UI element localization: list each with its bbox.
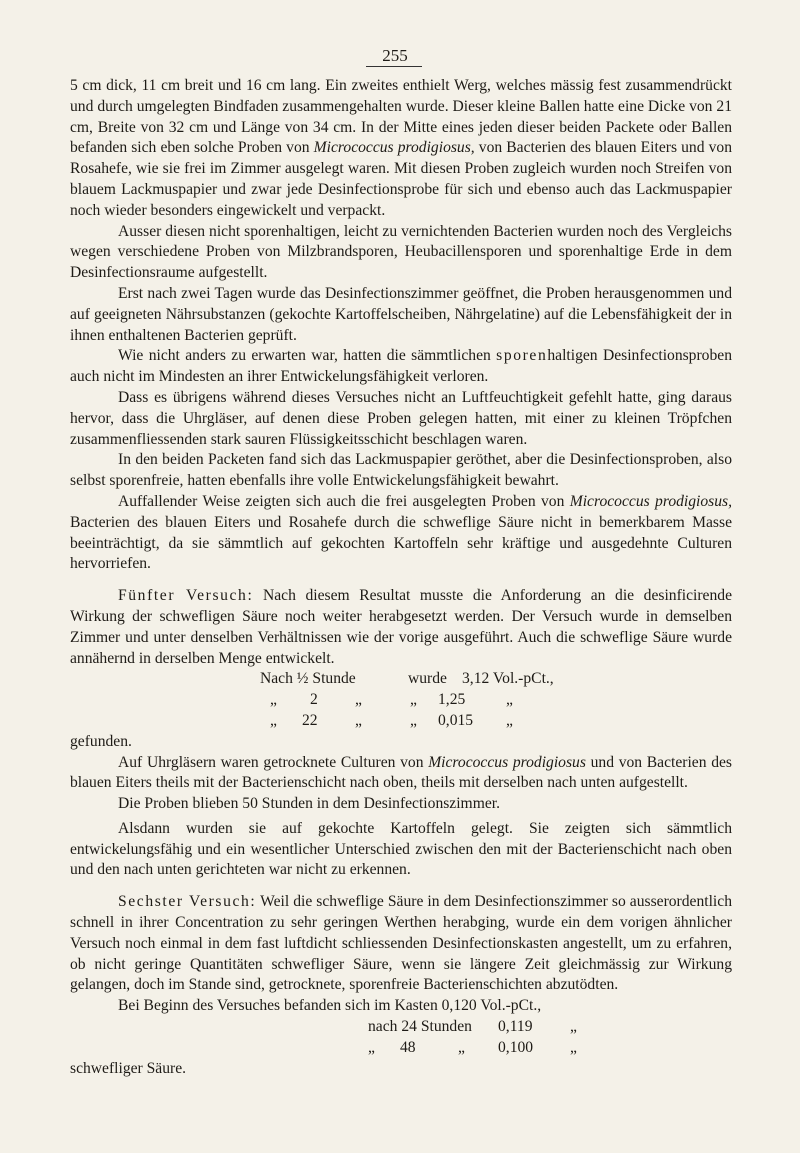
p9-text-b: und von Bacterien des blauen Eiters theils mit der Bacterienschicht nach oben, theils mit derselben nach unten aufgestellt. — [70, 753, 732, 792]
t2-cell: „ — [570, 1038, 577, 1056]
t1-cell: Nach ½ Stunde — [260, 670, 356, 688]
paragraph-9 — [70, 753, 732, 795]
t1-cell: „ — [355, 711, 362, 729]
t2-cell: „ — [570, 1018, 577, 1036]
p1-text: 5 cm dick, 11 cm breit und 16 cm lang. Ein zweites enthielt Werg, welches mässig fest zusammendrückt und durch umgelegten Bindfaden zusammengehalten wurde. Dieser kleine Ballen hatte eine Dicke von 21 cm, Breite von 32 cm und Länge von 34 cm. In der Mitte eines jeden dieser beiden Packete oder Ballen befanden sich eben solche Proben von — [70, 77, 732, 157]
p4-text: Wie nicht anders zu erwarten war, hatten die sämmtlichen — [118, 347, 497, 365]
t2-cell: 0,119 — [498, 1018, 533, 1036]
p1-text-b: von Bacterien des blauen Eiters und von Rosahefe, wie sie frei im Zimmer ausgelegt waren. Mit diesen Proben zugleich wurden noch Streifen von blauem Lackmuspapier und zwar jede Desinfectionsprobe für sich und ebenso auch das Lackmuspapier noch wieder besonders eingewickelt und verpackt. — [70, 139, 732, 219]
table2-row — [70, 996, 732, 1017]
t1-cell: 3,12 Vol.-pCt., — [462, 670, 554, 688]
paragraph-2: Ausser diesen nicht sporenhaltigen, leicht zu vernichtenden Bacterien wurden noch des Vergleichs wegen verschiedene Proben von Milzbrandsporen, Heubacillensporen und sporenhaltige Erde in dem Desinfectionsraume aufgestellt. — [70, 222, 732, 282]
paragraph-5: Dass es übrigens während dieses Versuches nicht an Luftfeuchtigkeit gefehlt hatte, ging daraus hervor, dass die Uhrgläser, auf denen diese Proben gelegen hatten, mit einer zu kleinen Tröpfchen zusammenfliessenden stark sauren Flüssigkeitsschicht beschlagen waren. — [70, 388, 732, 448]
tail-line: schwefliger Säure. — [70, 1059, 187, 1077]
paragraph-8 — [70, 586, 732, 669]
p9-italic: Micrococcus prodigiosus — [428, 753, 586, 771]
section-gap — [70, 575, 732, 586]
p4-text-b: haltigen Desinfectionsproben auch nicht im Mindesten an ihrer Entwickelungsfähigkeit verloren. — [70, 347, 732, 386]
t2-cell: „ — [458, 1038, 465, 1056]
t1-cell: „ — [355, 691, 362, 709]
t1-cell: „ — [506, 711, 513, 729]
table1-row — [70, 690, 732, 711]
section-heading-5: Fünfter Versuch: — [118, 587, 254, 605]
t2-cell: nach 24 Stunden — [368, 1018, 472, 1036]
paragraph-4 — [70, 346, 732, 388]
table2-row — [70, 1038, 732, 1059]
gefunden-line: gefunden. — [70, 732, 132, 750]
p8-text: Nach diesem Resultat musste die Anforderung an die desinficirende Wirkung der schwefligen Säure noch weiter herabgesetzt werden. Der Versuch wurde in demselben Zimmer und unter denselben Verhältnissen wie der vorige ausgeführt. Auch die schweflige Säure wurde annähernd in derselben Menge entwickelt. — [70, 587, 732, 667]
measurement-table-1 — [70, 669, 732, 731]
table1-row — [70, 669, 732, 690]
section-gap — [70, 881, 732, 892]
t1-cell: 1,25 — [438, 691, 466, 709]
t1-cell: „ — [410, 711, 417, 729]
body-text — [70, 76, 732, 1079]
t1-cell: wurde — [408, 670, 447, 688]
paragraph-6: In den beiden Packeten fand sich das Lackmuspapier geröthet, aber die Desinfectionsproben, also selbst sporenfreie, hatten ebenfalls ihre volle Entwickelungsfähigkeit bewahrt. — [70, 451, 732, 490]
p7-text: Auffallender Weise zeigten sich auch die frei ausgelegten Proben von — [118, 492, 570, 510]
t1-cell: „ — [506, 691, 513, 709]
t1-cell: 22 — [302, 711, 318, 729]
paragraph-10: Die Proben blieben 50 Stunden in dem Desinfectionszimmer. — [118, 795, 500, 813]
t2-cell: 48 — [400, 1038, 416, 1056]
p4-spaced: sporen — [496, 347, 548, 365]
measurement-table-2 — [70, 996, 732, 1058]
paragraph-3: Erst nach zwei Tagen wurde das Desinfectionszimmer geöffnet, die Proben herausgenommen und auf geeigneten Nährsubstanzen (gekochte Kartoffelscheiben, Nährgelatine) auf die Lebensfähigkeit der in ihnen enthaltenen Bacterien geprüft. — [70, 284, 732, 344]
p9-text: Auf Uhrgläsern waren getrocknete Culturen von — [118, 753, 429, 771]
p7-italic: Micrococcus prodigiosus, — [569, 492, 733, 510]
table1-row — [70, 711, 732, 732]
section-heading-6: Sechster Versuch: — [118, 893, 257, 911]
paragraph-11: Alsdann wurden sie auf gekochte Kartoffeln gelegt. Sie zeigten sich sämmtlich entwickelungsfähig und ein wesentlicher Unterschied zwischen den mit der Bacterienschicht nach oben und den nach unten gerichteten war nicht zu erkennen. — [70, 819, 732, 879]
t2-cell: 0,100 — [498, 1038, 534, 1056]
t1-cell: „ — [270, 711, 277, 729]
t1-cell: 0,015 — [438, 711, 474, 729]
t2-cell: Bei Beginn des Versuches befanden sich im Kasten 0,120 Vol.-pCt., — [118, 997, 542, 1015]
paragraph-7 — [70, 492, 732, 575]
t2-cell: „ — [368, 1038, 375, 1056]
paragraph-12 — [70, 892, 732, 996]
t1-cell: „ — [270, 691, 277, 709]
page-number-rule — [366, 66, 422, 67]
p1-italic: Micrococcus prodigiosus, — [313, 139, 475, 157]
p7-text-b: Bacterien des blauen Eiters und Rosahefe durch die schweflige Säure nicht in bemerkbarem Masse beeinträchtigt, da sie sämmtlich auf gekochten Kartoffeln sehr kräftige und ausgedehnte Culturen hervorriefen. — [70, 513, 732, 573]
t1-cell: „ — [410, 691, 417, 709]
t1-cell: 2 — [310, 691, 318, 709]
page-number: 255 — [382, 46, 408, 65]
table2-row — [70, 1017, 732, 1038]
p12-text: Weil die schweflige Säure in dem Desinfectionszimmer so ausserordentlich schnell in ihrer Concentration zu sehr geringen Werthen herabging, wurde ein dem vorigen ähnlicher Versuch noch einmal in dem fast luftdicht schliessenden Desinfectionskasten angestellt, um zu erfahren, ob nicht geringe Quantitäten schwefliger Säure, wenn sie längere Zeit gleichmässig zur Wirkung gelangen, doch im Stande sind, getrocknete, sporenfreie Bacterienschichten abzutödten. — [70, 893, 732, 994]
paragraph-1 — [70, 76, 732, 222]
